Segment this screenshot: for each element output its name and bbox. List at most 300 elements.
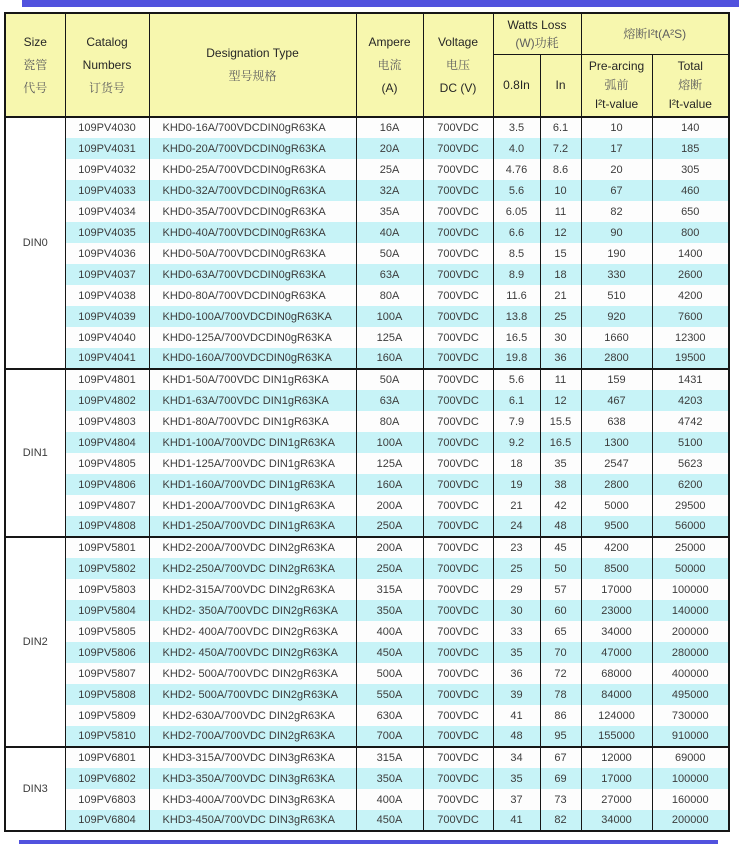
cell-win: 11 xyxy=(540,369,581,390)
watts-loss-label-en: Watts Loss xyxy=(507,18,567,32)
cell-w08: 11.6 xyxy=(493,285,540,306)
cell-catalog: 109PV5806 xyxy=(65,642,149,663)
cell-ampere: 16A xyxy=(356,117,423,138)
cell-total: 4742 xyxy=(652,411,729,432)
cell-ampere: 500A xyxy=(356,663,423,684)
watts-loss-label-zh: (W)功耗 xyxy=(515,36,559,50)
cell-catalog: 109PV4035 xyxy=(65,222,149,243)
cell-catalog: 109PV4805 xyxy=(65,453,149,474)
cell-catalog: 109PV5807 xyxy=(65,663,149,684)
cell-designation: KHD1-63A/700VDC DIN1gR63KA xyxy=(149,390,356,411)
cell-w08: 19.8 xyxy=(493,348,540,369)
cell-w08: 3.5 xyxy=(493,117,540,138)
table-row xyxy=(5,264,729,285)
cell-total: 7600 xyxy=(652,306,729,327)
cell-catalog: 109PV6803 xyxy=(65,789,149,810)
cell-total: 160000 xyxy=(652,789,729,810)
table-row xyxy=(5,369,729,390)
cell-total: 69000 xyxy=(652,747,729,768)
size-group-label: DIN1 xyxy=(5,369,65,537)
catalog-label-en1: Catalog xyxy=(86,34,128,49)
cell-catalog: 109PV4033 xyxy=(65,180,149,201)
table-row xyxy=(5,306,729,327)
fuse-spec-table xyxy=(4,12,730,832)
cell-designation: KHD3-315A/700VDC DIN3gR63KA xyxy=(149,747,356,768)
cell-w08: 21 xyxy=(493,495,540,516)
cell-designation: KHD0-35A/700VDCDIN0gR63KA xyxy=(149,201,356,222)
cell-win: 86 xyxy=(540,705,581,726)
cell-ampere: 80A xyxy=(356,285,423,306)
table-row xyxy=(5,663,729,684)
cell-catalog: 109PV6804 xyxy=(65,810,149,831)
cell-prearc: 47000 xyxy=(581,642,652,663)
cell-designation: KHD1-250A/700VDC DIN1gR63KA xyxy=(149,516,356,537)
cell-win: 12 xyxy=(540,222,581,243)
cell-win: 57 xyxy=(540,579,581,600)
cell-designation: KHD1-80A/700VDC DIN1gR63KA xyxy=(149,411,356,432)
table-row xyxy=(5,453,729,474)
table-row xyxy=(5,222,729,243)
size-label-en: Size xyxy=(23,34,47,49)
cell-total: 185 xyxy=(652,138,729,159)
cell-total: 1431 xyxy=(652,369,729,390)
col-header-0-8in xyxy=(493,55,540,118)
catalog-label-en2: Numbers xyxy=(82,57,132,72)
cell-designation: KHD1-200A/700VDC DIN1gR63KA xyxy=(149,495,356,516)
cell-total: 730000 xyxy=(652,705,729,726)
cell-voltage: 700VDC xyxy=(423,600,493,621)
cell-total: 4203 xyxy=(652,390,729,411)
cell-designation: KHD2-200A/700VDC DIN2gR63KA xyxy=(149,537,356,558)
cell-ampere: 80A xyxy=(356,411,423,432)
cell-voltage: 700VDC xyxy=(423,810,493,831)
cell-catalog: 109PV5810 xyxy=(65,726,149,747)
col-header-watts-loss xyxy=(493,13,581,55)
cell-voltage: 700VDC xyxy=(423,453,493,474)
cell-designation: KHD2- 500A/700VDC DIN2gR63KA xyxy=(149,684,356,705)
cell-catalog: 109PV5805 xyxy=(65,621,149,642)
cell-catalog: 109PV4032 xyxy=(65,159,149,180)
sub-0-8in-label: 0.8In xyxy=(503,78,530,92)
cell-voltage: 700VDC xyxy=(423,432,493,453)
cell-catalog: 109PV5809 xyxy=(65,705,149,726)
cell-prearc: 27000 xyxy=(581,789,652,810)
cell-catalog: 109PV6801 xyxy=(65,747,149,768)
table-row xyxy=(5,411,729,432)
cell-win: 72 xyxy=(540,663,581,684)
col-header-i2t xyxy=(581,13,729,55)
cell-catalog: 109PV4038 xyxy=(65,285,149,306)
cell-voltage: 700VDC xyxy=(423,138,493,159)
cell-prearc: 68000 xyxy=(581,663,652,684)
cell-ampere: 700A xyxy=(356,726,423,747)
cell-total: 1400 xyxy=(652,243,729,264)
cell-prearc: 8500 xyxy=(581,558,652,579)
table-row xyxy=(5,348,729,369)
fuse-table-body xyxy=(5,117,729,831)
cell-win: 70 xyxy=(540,642,581,663)
table-row xyxy=(5,327,729,348)
cell-w08: 29 xyxy=(493,579,540,600)
cell-prearc: 17000 xyxy=(581,768,652,789)
cell-win: 36 xyxy=(540,348,581,369)
cell-prearc: 190 xyxy=(581,243,652,264)
cell-ampere: 160A xyxy=(356,348,423,369)
cell-catalog: 109PV4808 xyxy=(65,516,149,537)
cell-catalog: 109PV5801 xyxy=(65,537,149,558)
size-group-label: DIN3 xyxy=(5,747,65,831)
cell-designation: KHD2-250A/700VDC DIN2gR63KA xyxy=(149,558,356,579)
cell-win: 30 xyxy=(540,327,581,348)
cell-win: 18 xyxy=(540,264,581,285)
prearcing-label-en: Pre-arcing xyxy=(588,59,645,73)
cell-designation: KHD3-400A/700VDC DIN3gR63KA xyxy=(149,789,356,810)
cell-ampere: 630A xyxy=(356,705,423,726)
cell-ampere: 400A xyxy=(356,621,423,642)
cell-ampere: 315A xyxy=(356,747,423,768)
cell-designation: KHD0-32A/700VDCDIN0gR63KA xyxy=(149,180,356,201)
cell-ampere: 50A xyxy=(356,243,423,264)
cell-win: 95 xyxy=(540,726,581,747)
cell-ampere: 200A xyxy=(356,537,423,558)
cell-total: 200000 xyxy=(652,621,729,642)
cell-prearc: 34000 xyxy=(581,810,652,831)
cell-win: 82 xyxy=(540,810,581,831)
cell-voltage: 700VDC xyxy=(423,579,493,600)
size-label-zh1: 瓷管 xyxy=(23,57,48,72)
cell-w08: 19 xyxy=(493,474,540,495)
cell-designation: KHD0-40A/700VDCDIN0gR63KA xyxy=(149,222,356,243)
cell-w08: 48 xyxy=(493,726,540,747)
col-header-catalog xyxy=(65,13,149,117)
cell-prearc: 330 xyxy=(581,264,652,285)
cell-ampere: 450A xyxy=(356,810,423,831)
cell-win: 16.5 xyxy=(540,432,581,453)
cell-w08: 23 xyxy=(493,537,540,558)
cell-prearc: 638 xyxy=(581,411,652,432)
table-row xyxy=(5,684,729,705)
cell-total: 29500 xyxy=(652,495,729,516)
cell-ampere: 350A xyxy=(356,600,423,621)
fuse-spec-table-wrap xyxy=(4,12,730,832)
designation-label-zh: 型号规格 xyxy=(228,69,277,83)
size-label-zh2: 代号 xyxy=(23,80,48,95)
cell-designation: KHD0-20A/700VDCDIN0gR63KA xyxy=(149,138,356,159)
cell-designation: KHD2- 400A/700VDC DIN2gR63KA xyxy=(149,621,356,642)
cell-voltage: 700VDC xyxy=(423,684,493,705)
cell-catalog: 109PV5804 xyxy=(65,600,149,621)
cell-catalog: 109PV6802 xyxy=(65,768,149,789)
cell-w08: 6.1 xyxy=(493,390,540,411)
cell-ampere: 25A xyxy=(356,159,423,180)
cell-ampere: 250A xyxy=(356,516,423,537)
cell-total: 4200 xyxy=(652,285,729,306)
cell-win: 25 xyxy=(540,306,581,327)
cell-prearc: 17000 xyxy=(581,579,652,600)
cell-total: 25000 xyxy=(652,537,729,558)
total-label-zh: 熔断 xyxy=(678,78,703,92)
table-row xyxy=(5,285,729,306)
cell-ampere: 100A xyxy=(356,432,423,453)
table-row xyxy=(5,432,729,453)
cell-total: 800 xyxy=(652,222,729,243)
cell-w08: 35 xyxy=(493,642,540,663)
table-row xyxy=(5,705,729,726)
cell-ampere: 35A xyxy=(356,201,423,222)
cell-prearc: 2800 xyxy=(581,474,652,495)
cell-win: 73 xyxy=(540,789,581,810)
col-header-in xyxy=(540,55,581,118)
cell-win: 12 xyxy=(540,390,581,411)
cell-ampere: 63A xyxy=(356,390,423,411)
cell-designation: KHD0-160A/700VDCDIN0gR63KA xyxy=(149,348,356,369)
size-group-label: DIN0 xyxy=(5,117,65,369)
cell-win: 42 xyxy=(540,495,581,516)
col-header-ampere xyxy=(356,13,423,117)
table-row xyxy=(5,243,729,264)
cell-catalog: 109PV4806 xyxy=(65,474,149,495)
cell-catalog: 109PV4040 xyxy=(65,327,149,348)
ampere-label-en: Ampere xyxy=(368,34,411,49)
cell-prearc: 17 xyxy=(581,138,652,159)
cell-voltage: 700VDC xyxy=(423,642,493,663)
cell-prearc: 67 xyxy=(581,180,652,201)
cell-ampere: 160A xyxy=(356,474,423,495)
cell-win: 45 xyxy=(540,537,581,558)
cell-voltage: 700VDC xyxy=(423,558,493,579)
cell-prearc: 5000 xyxy=(581,495,652,516)
cell-voltage: 700VDC xyxy=(423,222,493,243)
cell-voltage: 700VDC xyxy=(423,390,493,411)
cell-total: 2600 xyxy=(652,264,729,285)
cell-w08: 6.05 xyxy=(493,201,540,222)
cell-voltage: 700VDC xyxy=(423,537,493,558)
top-accent-bar xyxy=(22,0,739,7)
cell-catalog: 109PV4036 xyxy=(65,243,149,264)
size-group-label: DIN2 xyxy=(5,537,65,747)
cell-designation: KHD1-160A/700VDC DIN1gR63KA xyxy=(149,474,356,495)
cell-designation: KHD2-700A/700VDC DIN2gR63KA xyxy=(149,726,356,747)
cell-ampere: 250A xyxy=(356,558,423,579)
cell-w08: 34 xyxy=(493,747,540,768)
cell-designation: KHD1-125A/700VDC DIN1gR63KA xyxy=(149,453,356,474)
cell-w08: 18 xyxy=(493,453,540,474)
cell-ampere: 20A xyxy=(356,138,423,159)
cell-voltage: 700VDC xyxy=(423,705,493,726)
table-row xyxy=(5,516,729,537)
table-row xyxy=(5,201,729,222)
cell-prearc: 2800 xyxy=(581,348,652,369)
cell-total: 460 xyxy=(652,180,729,201)
table-row xyxy=(5,474,729,495)
cell-win: 21 xyxy=(540,285,581,306)
cell-prearc: 34000 xyxy=(581,621,652,642)
cell-w08: 41 xyxy=(493,705,540,726)
cell-total: 305 xyxy=(652,159,729,180)
cell-total: 5623 xyxy=(652,453,729,474)
catalog-label-zh: 订货号 xyxy=(88,80,125,95)
cell-ampere: 32A xyxy=(356,180,423,201)
cell-w08: 13.8 xyxy=(493,306,540,327)
bottom-accent-bar xyxy=(19,840,718,844)
sub-in-label: In xyxy=(555,78,566,92)
cell-designation: KHD0-80A/700VDCDIN0gR63KA xyxy=(149,285,356,306)
cell-win: 7.2 xyxy=(540,138,581,159)
cell-voltage: 700VDC xyxy=(423,117,493,138)
table-row xyxy=(5,642,729,663)
cell-catalog: 109PV5808 xyxy=(65,684,149,705)
table-row xyxy=(5,789,729,810)
cell-ampere: 50A xyxy=(356,369,423,390)
cell-w08: 37 xyxy=(493,789,540,810)
cell-total: 6200 xyxy=(652,474,729,495)
cell-total: 910000 xyxy=(652,726,729,747)
cell-prearc: 159 xyxy=(581,369,652,390)
cell-w08: 5.6 xyxy=(493,180,540,201)
cell-voltage: 700VDC xyxy=(423,768,493,789)
cell-catalog: 109PV5802 xyxy=(65,558,149,579)
cell-w08: 8.9 xyxy=(493,264,540,285)
cell-prearc: 20 xyxy=(581,159,652,180)
table-row xyxy=(5,537,729,558)
cell-voltage: 700VDC xyxy=(423,495,493,516)
cell-designation: KHD2- 500A/700VDC DIN2gR63KA xyxy=(149,663,356,684)
cell-voltage: 700VDC xyxy=(423,327,493,348)
cell-total: 140 xyxy=(652,117,729,138)
cell-win: 35 xyxy=(540,453,581,474)
cell-win: 69 xyxy=(540,768,581,789)
cell-w08: 7.9 xyxy=(493,411,540,432)
cell-ampere: 400A xyxy=(356,789,423,810)
cell-designation: KHD0-100A/700VDCDIN0gR63KA xyxy=(149,306,356,327)
cell-voltage: 700VDC xyxy=(423,159,493,180)
table-row xyxy=(5,117,729,138)
cell-catalog: 109PV4807 xyxy=(65,495,149,516)
total-label-unit: I²t-value xyxy=(668,97,712,111)
cell-voltage: 700VDC xyxy=(423,789,493,810)
cell-total: 200000 xyxy=(652,810,729,831)
cell-ampere: 125A xyxy=(356,327,423,348)
cell-win: 50 xyxy=(540,558,581,579)
cell-total: 100000 xyxy=(652,579,729,600)
cell-win: 65 xyxy=(540,621,581,642)
cell-w08: 41 xyxy=(493,810,540,831)
prearcing-label-zh: 弧前 xyxy=(604,78,629,92)
cell-catalog: 109PV4803 xyxy=(65,411,149,432)
cell-win: 15.5 xyxy=(540,411,581,432)
table-row xyxy=(5,726,729,747)
cell-w08: 8.5 xyxy=(493,243,540,264)
cell-w08: 35 xyxy=(493,768,540,789)
cell-prearc: 920 xyxy=(581,306,652,327)
cell-designation: KHD2- 450A/700VDC DIN2gR63KA xyxy=(149,642,356,663)
table-row xyxy=(5,495,729,516)
cell-catalog: 109PV5803 xyxy=(65,579,149,600)
cell-w08: 9.2 xyxy=(493,432,540,453)
cell-ampere: 63A xyxy=(356,264,423,285)
voltage-label-unit: DC (V) xyxy=(439,80,477,95)
cell-prearc: 124000 xyxy=(581,705,652,726)
cell-voltage: 700VDC xyxy=(423,264,493,285)
cell-designation: KHD1-100A/700VDC DIN1gR63KA xyxy=(149,432,356,453)
cell-voltage: 700VDC xyxy=(423,411,493,432)
cell-voltage: 700VDC xyxy=(423,243,493,264)
cell-catalog: 109PV4041 xyxy=(65,348,149,369)
table-header xyxy=(5,13,729,117)
cell-prearc: 9500 xyxy=(581,516,652,537)
cell-voltage: 700VDC xyxy=(423,621,493,642)
cell-total: 400000 xyxy=(652,663,729,684)
cell-w08: 4.0 xyxy=(493,138,540,159)
cell-total: 12300 xyxy=(652,327,729,348)
cell-ampere: 350A xyxy=(356,768,423,789)
cell-prearc: 2547 xyxy=(581,453,652,474)
cell-ampere: 125A xyxy=(356,453,423,474)
i2t-title-label: 熔断I²t(A²S) xyxy=(623,27,687,41)
cell-prearc: 510 xyxy=(581,285,652,306)
cell-ampere: 200A xyxy=(356,495,423,516)
voltage-label-en: Voltage xyxy=(437,34,479,49)
cell-total: 56000 xyxy=(652,516,729,537)
cell-total: 50000 xyxy=(652,558,729,579)
cell-win: 11 xyxy=(540,201,581,222)
cell-catalog: 109PV4804 xyxy=(65,432,149,453)
cell-voltage: 700VDC xyxy=(423,180,493,201)
cell-catalog: 109PV4037 xyxy=(65,264,149,285)
cell-voltage: 700VDC xyxy=(423,726,493,747)
table-row xyxy=(5,747,729,768)
cell-prearc: 10 xyxy=(581,117,652,138)
cell-prearc: 82 xyxy=(581,201,652,222)
cell-catalog: 109PV4801 xyxy=(65,369,149,390)
cell-ampere: 100A xyxy=(356,306,423,327)
table-row xyxy=(5,558,729,579)
cell-w08: 5.6 xyxy=(493,369,540,390)
col-header-designation xyxy=(149,13,356,117)
table-row xyxy=(5,600,729,621)
cell-prearc: 467 xyxy=(581,390,652,411)
cell-win: 38 xyxy=(540,474,581,495)
cell-designation: KHD3-350A/700VDC DIN3gR63KA xyxy=(149,768,356,789)
col-header-size xyxy=(5,13,65,117)
cell-total: 280000 xyxy=(652,642,729,663)
cell-win: 48 xyxy=(540,516,581,537)
table-row xyxy=(5,579,729,600)
cell-voltage: 700VDC xyxy=(423,369,493,390)
cell-catalog: 109PV4802 xyxy=(65,390,149,411)
designation-label-en: Designation Type xyxy=(206,46,299,60)
cell-w08: 25 xyxy=(493,558,540,579)
cell-prearc: 1300 xyxy=(581,432,652,453)
total-label-en: Total xyxy=(677,59,703,73)
cell-voltage: 700VDC xyxy=(423,747,493,768)
cell-win: 10 xyxy=(540,180,581,201)
cell-voltage: 700VDC xyxy=(423,348,493,369)
cell-designation: KHD2-315A/700VDC DIN2gR63KA xyxy=(149,579,356,600)
cell-designation: KHD2- 350A/700VDC DIN2gR63KA xyxy=(149,600,356,621)
cell-designation: KHD0-25A/700VDCDIN0gR63KA xyxy=(149,159,356,180)
prearcing-label-unit: I²t-value xyxy=(594,97,639,111)
cell-w08: 36 xyxy=(493,663,540,684)
cell-designation: KHD0-125A/700VDCDIN0gR63KA xyxy=(149,327,356,348)
cell-voltage: 700VDC xyxy=(423,201,493,222)
col-header-total xyxy=(652,55,729,118)
col-header-prearcing xyxy=(581,55,652,118)
cell-total: 140000 xyxy=(652,600,729,621)
cell-total: 5100 xyxy=(652,432,729,453)
cell-voltage: 700VDC xyxy=(423,285,493,306)
cell-total: 650 xyxy=(652,201,729,222)
